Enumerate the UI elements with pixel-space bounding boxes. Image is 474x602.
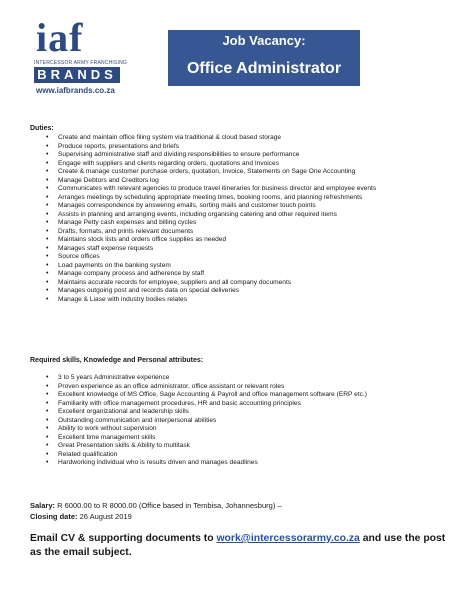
- email-link[interactable]: work@intercessorarmy.co.za: [216, 533, 360, 544]
- list-item: • Manages correspondence by answering emails, sorting mails and customer touch points: [44, 202, 376, 211]
- banner-title: Job Vacancy:: [222, 33, 306, 48]
- email-prefix: Email CV & supporting documents to: [30, 533, 217, 544]
- company-logo: [30, 15, 142, 100]
- logo-tagline: INTERCESSOR ARMY FRANCHISING: [34, 60, 128, 66]
- vacancy-banner: [168, 30, 360, 86]
- salary-label: Salary:: [30, 501, 56, 510]
- list-item: • Assists in planning and arranging events, including organising catering and other required items: [44, 211, 376, 220]
- list-item: • Excellent organizational and leadership skills: [44, 408, 367, 417]
- closing-date-label: Closing date:: [30, 512, 78, 521]
- list-item: • 3 to 5 years Administrative experience: [44, 374, 367, 383]
- logo-brand: BRANDS: [34, 67, 120, 83]
- list-item: • Manages staff expense requests: [44, 245, 376, 254]
- list-item: • Manage Debtors and Creditors log: [44, 177, 376, 186]
- job-title: Office Administrator: [186, 60, 342, 77]
- closing-date-line: [30, 512, 132, 521]
- list-item: • Supervising administrative staff and dividing responsibilities to ensure performance: [44, 151, 376, 160]
- list-item: • Maintains accurate records for employee, suppliers and all company documents: [44, 279, 376, 288]
- duties-list: [44, 134, 376, 304]
- list-item: • Manage company process and adherence by staff: [44, 270, 376, 279]
- list-item: • Arranges meetings by scheduling appropriate meeting times, booking rooms, and planning refreshments: [44, 194, 376, 203]
- list-item: • Great Presentation skills & Ability to multitask: [44, 442, 367, 451]
- list-item: • Familiarity with office management procedures, HR and basic accounting principles: [44, 400, 367, 409]
- duties-heading: Duties:: [30, 125, 54, 132]
- logo-mark: iaf: [36, 15, 84, 60]
- skills-heading: Required skills, Knowledge and Personal attributes:: [30, 357, 204, 364]
- list-item: • Create & manage customer purchase orders, quotation, Invoice, Statements on Sage One Accounting: [44, 168, 376, 177]
- list-item: • Ability to work without supervision: [44, 425, 367, 434]
- list-item: • Related qualification: [44, 451, 367, 460]
- list-item: • Manages outgoing post and records data on special deliveries: [44, 287, 376, 296]
- list-item: • Drafts, formats, and prints relevant documents: [44, 228, 376, 237]
- list-item: • Create and maintain office filing system via traditional & cloud based storage: [44, 134, 376, 143]
- list-item: • Proven experience as an office administrator, office assistant or relevant roles: [44, 383, 367, 392]
- salary-value: R 6000.00 to R 8000.00 (Office based in Tembisa, Johannesburg) –: [57, 501, 282, 510]
- list-item: • Source offices: [44, 253, 376, 262]
- list-item: • Hardworking individual who is results driven and manages deadlines: [44, 459, 367, 468]
- list-item: • Manage & Liase with industry bodies relates: [44, 296, 376, 305]
- list-item: • Outstanding communication and interpersonal abilities: [44, 417, 367, 426]
- application-instructions: [30, 532, 450, 560]
- list-item: • Maintains stock lists and orders office supplies as needed: [44, 236, 376, 245]
- closing-date-value: 26 August 2019: [79, 512, 132, 521]
- logo-website: www.iafbrands.co.za: [36, 86, 115, 95]
- salary-line: [30, 501, 282, 510]
- list-item: • Produce reports, presentations and briefs: [44, 143, 376, 152]
- list-item: • Engage with suppliers and clients regarding orders, quotations and Invoices: [44, 160, 376, 169]
- email-suffix: and use the post as the email subject.: [30, 533, 446, 558]
- list-item: • Manage Petty cash expenses and billing cycles: [44, 219, 376, 228]
- list-item: • Communicates with relevant agencies to produce travel itineraries for business director and employee events: [44, 185, 376, 194]
- list-item: • Excellent time management skills: [44, 434, 367, 443]
- list-item: • Load payments on the banking system: [44, 262, 376, 271]
- list-item: • Excellent knowledge of MS Office, Sage Accounting & Payroll and office management software (ERP etc.): [44, 391, 367, 400]
- skills-list: [44, 374, 367, 468]
